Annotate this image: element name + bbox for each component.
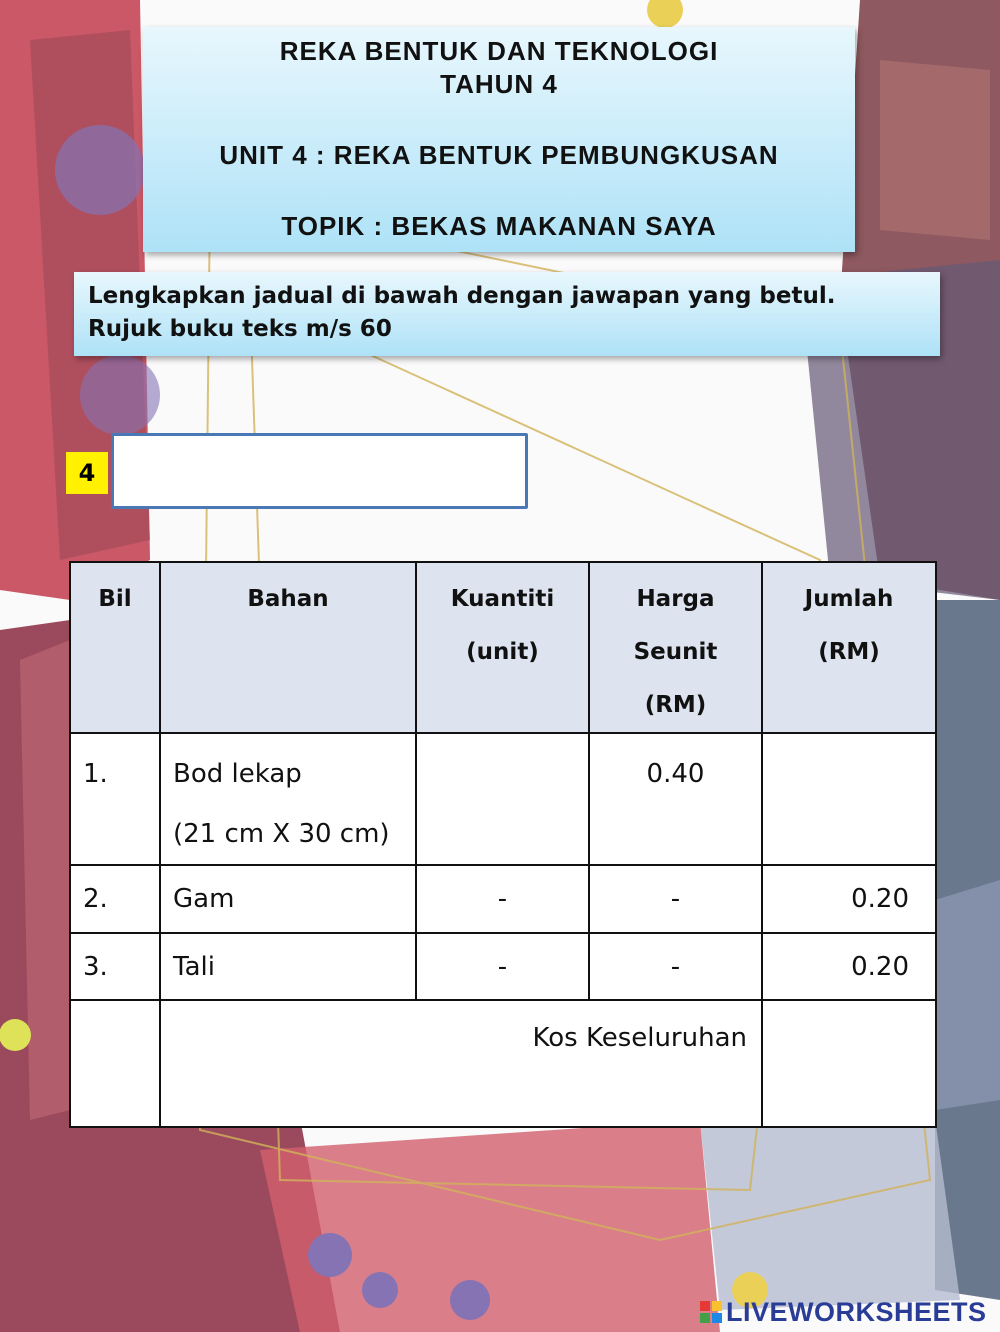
brand-text: LIVEWORKSHEETS	[726, 1296, 987, 1327]
header-harga-seunit: Harga Seunit (RM)	[589, 562, 762, 733]
reference-text: Rujuk buku teks m/s 60	[88, 316, 392, 342]
unit-title: UNIT 4 : REKA BENTUK PEMBUNGKUSAN	[219, 140, 779, 170]
answer-input-box[interactable]	[111, 433, 528, 509]
liveworksheets-logo-icon	[700, 1301, 722, 1323]
table-row	[70, 733, 936, 865]
row2-bil: 2.	[70, 865, 160, 933]
row1-kuantiti-input[interactable]	[416, 733, 589, 865]
header-kuantiti: Kuantiti (unit)	[416, 562, 589, 733]
row2-kuantiti: -	[416, 865, 589, 933]
total-value-input[interactable]	[762, 1000, 936, 1127]
row3-bahan: Tali	[160, 933, 416, 1000]
header-bahan: Bahan	[160, 562, 416, 733]
subject-title: REKA BENTUK DAN TEKNOLOGI	[279, 36, 719, 66]
table-header-row	[70, 562, 936, 733]
materials-cost-table	[69, 561, 937, 1128]
instruction-text: Lengkapkan jadual di bawah dengan jawapan yang betul.	[88, 283, 836, 309]
row1-jumlah-input[interactable]	[762, 733, 936, 865]
table-row	[70, 865, 936, 933]
liveworksheets-logo	[700, 1296, 987, 1328]
row2-harga: -	[589, 865, 762, 933]
row1-bahan: Bod lekap (21 cm X 30 cm)	[160, 733, 416, 865]
row2-jumlah: 0.20	[762, 865, 936, 933]
year-title: TAHUN 4	[440, 69, 558, 99]
title-banner	[143, 27, 855, 252]
header-bil: Bil	[70, 562, 160, 733]
row3-kuantiti: -	[416, 933, 589, 1000]
row3-bil: 3.	[70, 933, 160, 1000]
row1-bil: 1.	[70, 733, 160, 865]
topic-title: TOPIK : BEKAS MAKANAN SAYA	[281, 211, 717, 241]
row2-bahan: Gam	[160, 865, 416, 933]
instruction-banner	[74, 272, 940, 356]
total-row	[70, 1000, 936, 1127]
row3-harga: -	[589, 933, 762, 1000]
header-jumlah: Jumlah (RM)	[762, 562, 936, 733]
row1-harga: 0.40	[589, 733, 762, 865]
total-label: Kos Keseluruhan	[160, 1000, 762, 1127]
question-number-badge: 4	[66, 452, 108, 494]
row3-jumlah: 0.20	[762, 933, 936, 1000]
total-blank-cell	[70, 1000, 160, 1127]
table-row	[70, 933, 936, 1000]
